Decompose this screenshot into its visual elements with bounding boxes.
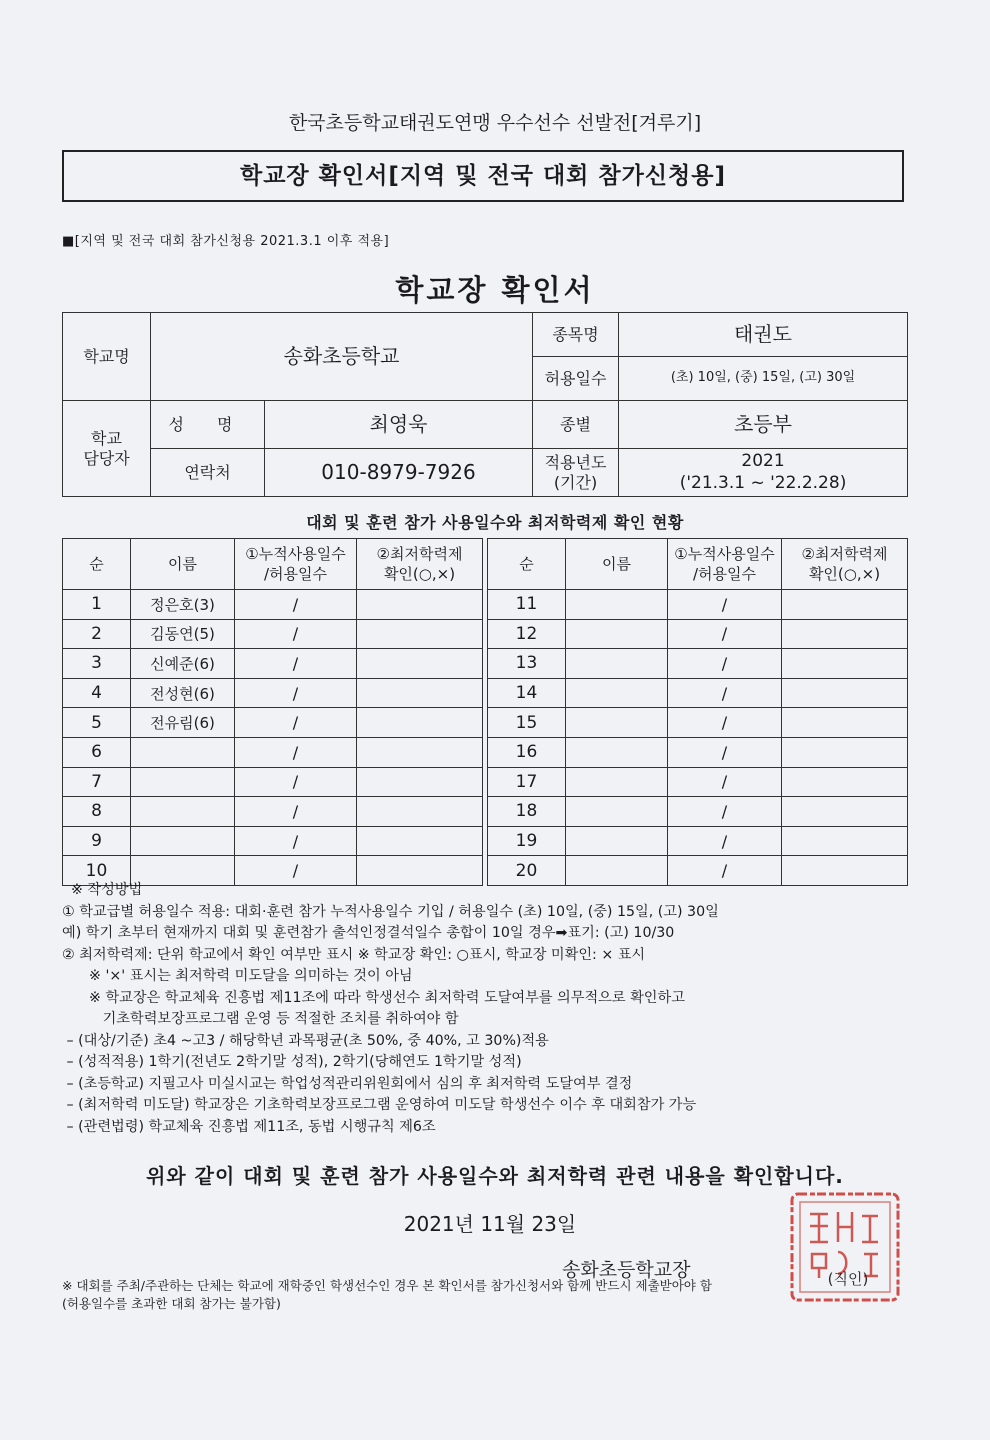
days-used-cell: / xyxy=(235,619,357,649)
row-number: 1 xyxy=(63,590,131,620)
row-number: 5 xyxy=(63,708,131,738)
school-value: 송화초등학교 xyxy=(151,313,533,401)
row-number: 16 xyxy=(488,737,566,767)
instruction-line: – (관련법령) 학교체육 진흥법 제11조, 동법 시행규칙 제6조 xyxy=(62,1118,436,1135)
student-name: 김동연(5) xyxy=(131,619,235,649)
grade-check-cell xyxy=(357,767,483,797)
row-number: 20 xyxy=(488,856,566,886)
roster-row xyxy=(63,737,483,767)
header-no: 순 xyxy=(63,539,131,590)
days-used-cell: / xyxy=(235,797,357,827)
principal-signature: 송화초등학교장 xyxy=(562,1259,691,1281)
roster-row xyxy=(488,619,908,649)
roster-row xyxy=(63,649,483,679)
roster-section-title: 대회 및 훈련 참가 사용일수와 최저학력제 확인 현황 xyxy=(306,513,684,532)
roster-row xyxy=(63,678,483,708)
days-used-cell: / xyxy=(668,856,782,886)
roster-row xyxy=(63,708,483,738)
student-name xyxy=(566,619,668,649)
row-number: 17 xyxy=(488,767,566,797)
instruction-line: ① 학교급별 허용일수 적용: 대회·훈련 참가 누적사용일수 기입 / 허용일수 (초) 10일, (중) 15일, (고) 30일 xyxy=(62,903,719,920)
roster-row xyxy=(63,826,483,856)
grade-check-cell xyxy=(357,619,483,649)
league-title: 한국초등학교태권도연맹 우수선수 선발전[겨루기] xyxy=(288,112,702,134)
row-number: 9 xyxy=(63,826,131,856)
student-name xyxy=(566,826,668,856)
days-used-cell: / xyxy=(668,708,782,738)
student-name: 정은호(3) xyxy=(131,590,235,620)
roster-row xyxy=(488,708,908,738)
grade-check-cell xyxy=(357,649,483,679)
row-number: 11 xyxy=(488,590,566,620)
header-days: ①누적사용일수 /허용일수 xyxy=(235,539,357,590)
instruction-line: ※ 작성방법 xyxy=(62,882,143,898)
instruction-line: 예) 학기 초부터 현재까지 대회 및 훈련참가 출석인정결석일수 총합이 10일 경우➡표기: (고) 10/30 xyxy=(62,925,675,941)
row-number: 14 xyxy=(488,678,566,708)
instruction-line: ※ '×' 표시는 최저학력 미도달을 의미하는 것이 아님 xyxy=(62,968,413,984)
row-number: 13 xyxy=(488,649,566,679)
student-name: 전유림(6) xyxy=(131,708,235,738)
grade-check-cell xyxy=(357,737,483,767)
event-value: 태권도 xyxy=(619,313,908,357)
instruction-line: – (대상/기준) 초4 ~고3 / 해당학년 과목평균(초 50%, 중 40%, 고 30%)적용 xyxy=(62,1032,549,1049)
grade-check-cell xyxy=(782,619,908,649)
issue-date: 2021년 11월 23일 xyxy=(403,1212,577,1236)
days-used-cell: / xyxy=(235,767,357,797)
row-number: 2 xyxy=(63,619,131,649)
allowed-days-value: (초) 10일, (중) 15일, (고) 30일 xyxy=(619,357,908,401)
grade-check-cell xyxy=(357,708,483,738)
days-used-cell: / xyxy=(235,590,357,620)
event-label: 종목명 xyxy=(533,313,619,357)
row-number: 3 xyxy=(63,649,131,679)
row-number: 7 xyxy=(63,767,131,797)
student-name xyxy=(131,826,235,856)
days-used-cell: / xyxy=(235,826,357,856)
row-number: 4 xyxy=(63,678,131,708)
document-title: 학교장 확인서 xyxy=(395,273,595,307)
confirmation-statement: 위와 같이 대회 및 훈련 참가 사용일수와 최저학력 관련 내용을 확인합니다. xyxy=(146,1164,844,1188)
days-used-cell: / xyxy=(668,826,782,856)
row-number: 10 xyxy=(63,856,131,886)
grade-check-cell xyxy=(782,590,908,620)
student-name xyxy=(566,678,668,708)
division-label: 종별 xyxy=(533,401,619,449)
header-days: ①누적사용일수 /허용일수 xyxy=(668,539,782,590)
header-name: 이름 xyxy=(566,539,668,590)
division-value: 초등부 xyxy=(619,401,908,449)
roster-row xyxy=(488,737,908,767)
student-name xyxy=(566,737,668,767)
boxed-title: 학교장 확인서[지역 및 전국 대회 참가신청용] xyxy=(62,150,904,202)
days-used-cell: / xyxy=(668,649,782,679)
days-used-cell: / xyxy=(668,678,782,708)
contact-value: 010-8979-7926 xyxy=(265,449,533,497)
row-number: 8 xyxy=(63,797,131,827)
roster-table-right xyxy=(487,538,908,886)
name-label: 성 명 xyxy=(151,401,265,449)
roster-row xyxy=(488,767,908,797)
row-number: 19 xyxy=(488,826,566,856)
instruction-line: ※ 학교장은 학교체육 진흥법 제11조에 따라 학생선수 최저학력 도달여부를 의무적으로 확인하고 xyxy=(62,989,685,1006)
days-used-cell: / xyxy=(235,737,357,767)
student-name: 전성현(6) xyxy=(131,678,235,708)
roster-row xyxy=(488,590,908,620)
header-grade: ②최저학력제 확인(○,×) xyxy=(782,539,908,590)
roster-row xyxy=(488,797,908,827)
school-label: 학교명 xyxy=(63,313,151,401)
row-number: 15 xyxy=(488,708,566,738)
instruction-line: – (초등학교) 지필고사 미실시교는 학업성적관리위원회에서 심의 후 최저학력 도달여부 결정 xyxy=(62,1075,633,1092)
student-name xyxy=(566,708,668,738)
period-label: 적용년도 (기간) xyxy=(533,449,619,497)
applies-note: ■[지역 및 전국 대회 참가신청용 2021.3.1 이후 적용] xyxy=(62,234,390,249)
grade-check-cell xyxy=(357,797,483,827)
grade-check-cell xyxy=(782,767,908,797)
student-name xyxy=(131,737,235,767)
student-name xyxy=(566,767,668,797)
grade-check-cell xyxy=(782,678,908,708)
name-value: 최영욱 xyxy=(265,401,533,449)
period-range: ('21.3.1 ~ '22.2.28) xyxy=(679,472,847,493)
days-used-cell: / xyxy=(235,856,357,886)
grade-check-cell xyxy=(782,649,908,679)
header-no: 순 xyxy=(488,539,566,590)
student-name xyxy=(566,649,668,679)
school-info-table xyxy=(62,312,908,497)
roster-row xyxy=(488,678,908,708)
days-used-cell: / xyxy=(668,767,782,797)
grade-check-cell xyxy=(357,678,483,708)
roster-row xyxy=(63,797,483,827)
header-name: 이름 xyxy=(131,539,235,590)
student-name xyxy=(566,797,668,827)
header-grade: ②최저학력제 확인(○,×) xyxy=(357,539,483,590)
days-used-cell: / xyxy=(668,797,782,827)
days-used-cell: / xyxy=(235,708,357,738)
days-used-cell: / xyxy=(235,678,357,708)
days-used-cell: / xyxy=(235,649,357,679)
footnote xyxy=(62,1277,712,1313)
roster-row xyxy=(488,649,908,679)
contact-label: 연락처 xyxy=(151,449,265,497)
period-year: 2021 xyxy=(741,451,785,472)
manager-label: 학교 담당자 xyxy=(63,401,151,497)
roster-row xyxy=(488,826,908,856)
instruction-line: 기초학력보장프로그램 운영 등 적절한 조치를 취하여야 함 xyxy=(62,1011,459,1027)
grade-check-cell xyxy=(782,737,908,767)
footnote-line: (허용일수를 초과한 대회 참가는 불가함) xyxy=(62,1296,281,1311)
student-name xyxy=(566,590,668,620)
row-number: 12 xyxy=(488,619,566,649)
grade-check-cell xyxy=(782,826,908,856)
grade-check-cell xyxy=(357,826,483,856)
footnote-line: ※ 대회를 주최/주관하는 단체는 학교에 재학중인 학생선수인 경우 본 확인서를 참가신청서와 함께 반드시 제출받아야 함 xyxy=(62,1278,712,1293)
period-value xyxy=(619,449,908,497)
instruction-line: ② 최저학력제: 단위 학교에서 확인 여부만 표시 ※ 학교장 확인: ○표시, 학교장 미확인: × 표시 xyxy=(62,946,646,963)
writing-instructions xyxy=(62,880,942,1138)
grade-check-cell xyxy=(782,797,908,827)
days-used-cell: / xyxy=(668,619,782,649)
instruction-line: – (최저학력 미도달) 학교장은 기초학력보장프로그램 운영하여 미도달 학생선수 이수 후 대회참가 가능 xyxy=(62,1097,697,1113)
days-used-cell: / xyxy=(668,590,782,620)
roster-table-left xyxy=(62,538,483,886)
grade-check-cell xyxy=(782,708,908,738)
grade-check-cell xyxy=(357,590,483,620)
row-number: 18 xyxy=(488,797,566,827)
student-name: 신예준(6) xyxy=(131,649,235,679)
instruction-line: – (성적적용) 1학기(전년도 2학기말 성적), 2학기(당해연도 1학기말 성적) xyxy=(62,1054,522,1070)
days-used-cell: / xyxy=(668,737,782,767)
student-name xyxy=(131,767,235,797)
roster-row xyxy=(63,767,483,797)
roster-row xyxy=(63,619,483,649)
roster-row xyxy=(63,590,483,620)
row-number: 6 xyxy=(63,737,131,767)
seal-text: (직인) xyxy=(827,1270,869,1288)
allowed-days-label: 허용일수 xyxy=(533,357,619,401)
official-seal-icon xyxy=(786,1188,904,1306)
student-name xyxy=(131,797,235,827)
